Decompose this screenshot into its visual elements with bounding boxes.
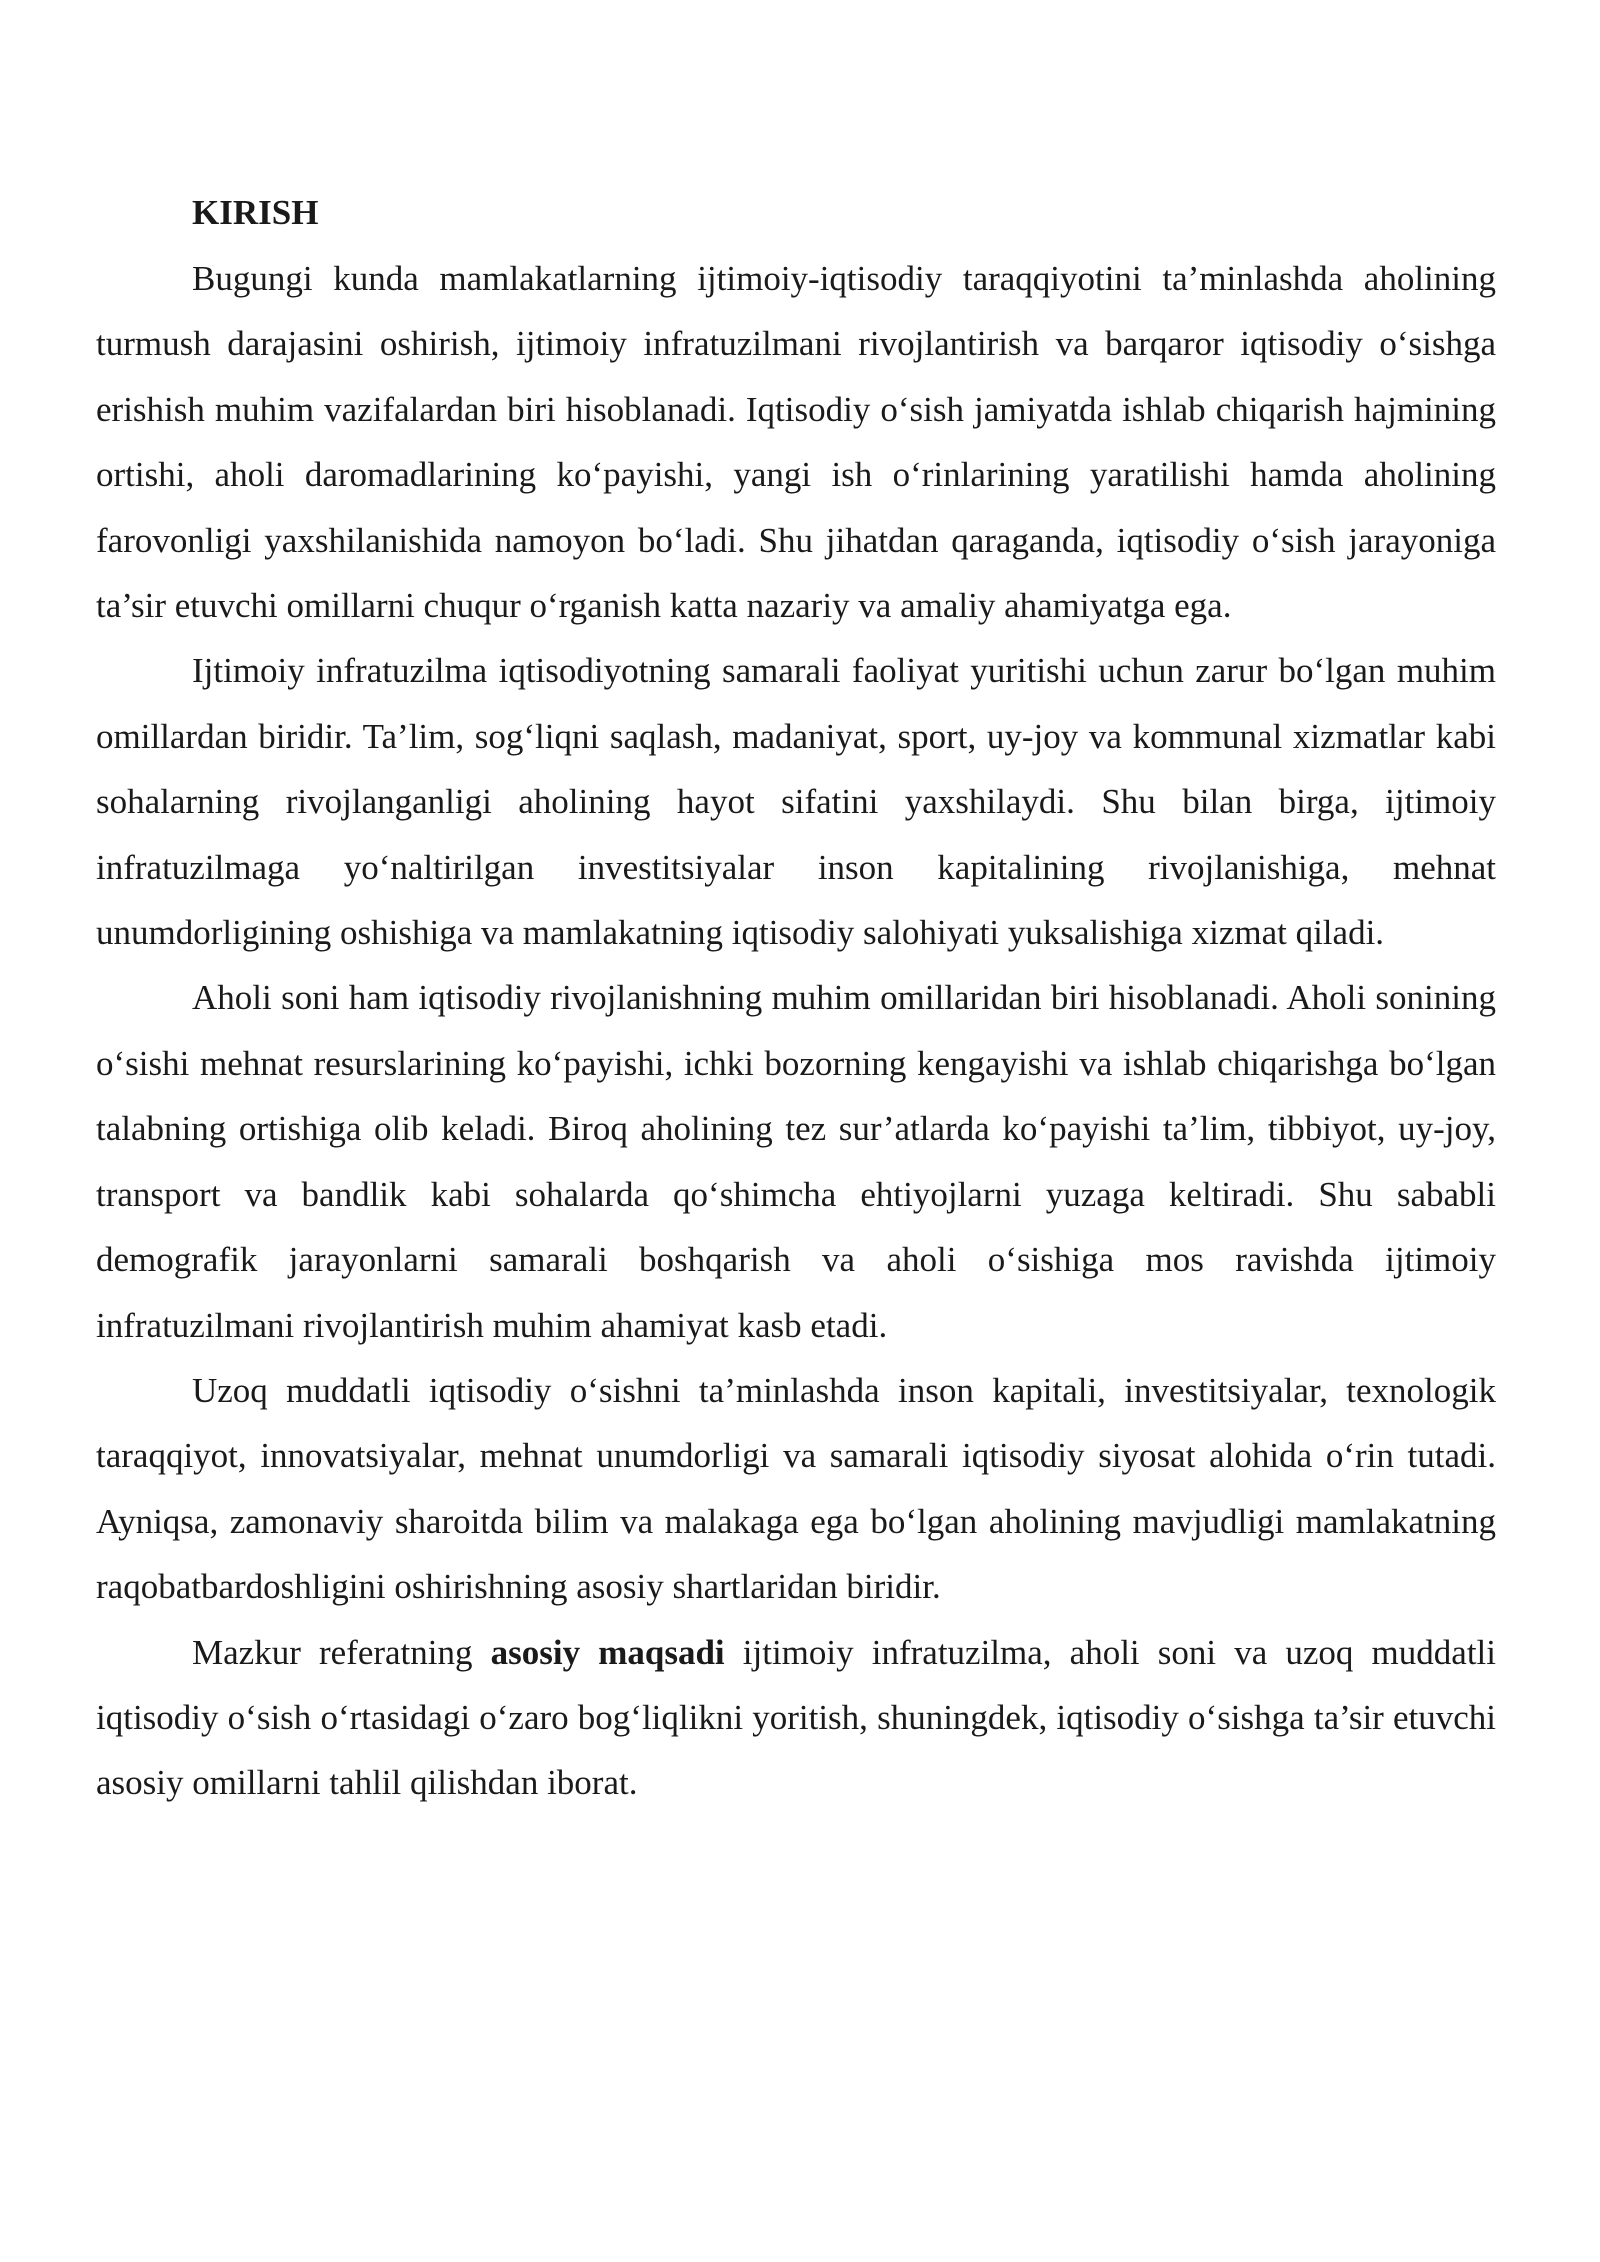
paragraph-4: Uzoq muddatli iqtisodiy o‘sishni ta’minlashda inson kapitali, investitsiyalar, texnologik taraqqiyot, innovatsiyalar, mehnat unumdorligi va samarali iqtisodiy siyosat alohida o‘rin tutadi. Ayniqsa, zamonaviy sharoitda bilim va malakaga ega bo‘lgan aholining mavjudligi mamlakatning raqobatbardoshligini oshirishning asosiy shartlaridan biridir. [96, 1370, 1496, 1607]
paragraph-5 [96, 1620, 1496, 1816]
paragraph-2: Ijtimoiy infratuzilma iqtisodiyotning samarali faoliyat yuritishi uchun zarur bo‘lgan muhim omillardan biridir. Ta’lim, sog‘liqni saqlash, madaniyat, sport, uy-joy va kommunal xizmatlar kabi sohalarning rivojlanganligi aholining hayot sifatini yaxshilaydi. Shu bilan birga, ijtimoiy infratuzilmaga yo‘naltirilgan investitsiyalar inson kapitalining rivojlanishiga, mehnat unumdorligining oshishiga va mamlakatning iqtisodiy salohiyati yuksalishiga xizmat qiladi. [96, 651, 1496, 953]
paragraph-1: Bugungi kunda mamlakatlarning ijtimoiy-iqtisodiy taraqqiyotini ta’minlashda aholining turmush darajasini oshirish, ijtimoiy infratuzilmani rivojlantirish va barqaror iqtisodiy o‘sishga erishish muhim vazifalardan biri hisoblanadi. Iqtisodiy o‘sish jamiyatda ishlab chiqarish hajmining ortishi, aholi daromadlarining ko‘payishi, yangi ish o‘rinlarining yaratilishi hamda aholining farovonligi yaxshilanishida namoyon bo‘ladi. Shu jihatdan qaraganda, iqtisodiy o‘sish jarayoniga ta’sir etuvchi omillarni chuqur o‘rganish katta nazariy va amaliy ahamiyatga ega. [96, 259, 1496, 626]
paragraph-5-start: Mazkur referatning [192, 1632, 491, 1672]
paragraph-5-bold-phrase: asosiy maqsadi [490, 1632, 725, 1672]
paragraph-5-end: ijtimoiy infratuzilma, aholi soni va uzoq muddatli iqtisodiy o‘sish o‘rtasidagi o‘zaro bog‘liqlikni yoritish, shuningdek, iqtisodiy o‘sishga ta’sir etuvchi asosiy omillarni tahlil qilishdan iborat. [96, 1632, 1496, 1803]
document-page [96, 180, 1496, 1816]
paragraph-3: Aholi soni ham iqtisodiy rivojlanishning muhim omillaridan biri hisoblanadi. Aholi sonining o‘sishi mehnat resurslarining ko‘payishi, ichki bozorning kengayishi va ishlab chiqarishga bo‘lgan talabning ortishiga olib keladi. Biroq aholining tez sur’atlarda ko‘payishi ta’lim, tibbiyot, uy-joy, transport va bandlik kabi sohalarda qo‘shimcha ehtiyojlarni yuzaga keltiradi. Shu sababli demografik jarayonlarni samarali boshqarish va aholi o‘sishiga mos ravishda ijtimoiy infratuzilmani rivojlantirish muhim ahamiyat kasb etadi. [96, 978, 1496, 1345]
section-heading: KIRISH [192, 193, 319, 232]
